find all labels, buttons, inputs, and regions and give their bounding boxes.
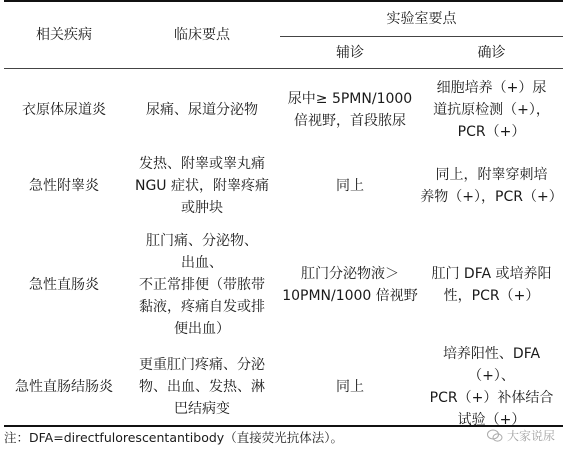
table-footnote: 注：DFA=directfulorescentantibody（直接荧光抗体法）。 — [4, 430, 343, 445]
watermark-text: 大家说尿 — [506, 429, 555, 443]
header-bottom-rule — [4, 68, 563, 69]
wechat-icon — [487, 429, 503, 443]
row1-confirm: 细胞培养（+）尿 道抗原检测（+）， PCR（+） — [433, 80, 550, 140]
row3-auxiliary: 肛门分泌物液＞ 10PMN/1000 倍视野 — [282, 266, 418, 304]
row3-confirm: 肛门 DFA 或培养阳 性，PCR（+） — [431, 266, 552, 304]
row1-auxiliary: 尿中≥ 5PMN/1000 倍视野，首段脓尿 — [287, 91, 413, 129]
header-auxiliary: 辅诊 — [336, 44, 364, 61]
header-disease: 相关疾病 — [36, 27, 92, 43]
header-clinical: 临床要点 — [174, 27, 230, 43]
row2-clinical: 发热、附睾或睾丸痛 NGU 症状，附睾疼痛 或肿块 — [134, 156, 270, 216]
row2-disease: 急性附睾炎 — [29, 178, 99, 194]
row4-disease: 急性直肠结肠炎 — [15, 379, 113, 395]
header-lab-group: 实验室要点 — [386, 11, 457, 27]
row2-auxiliary: 同上 — [336, 178, 364, 194]
row3-disease: 急性直肠炎 — [29, 277, 99, 293]
watermark — [487, 427, 555, 444]
row4-confirm: 培养阳性、DFA（+）、 PCR（+）补体结合 试验（+） — [429, 346, 554, 428]
row3-clinical: 肛门痛、分泌物、 出血、 不正常排便（带脓带 黏液，疼痛自发或排 便出血） — [139, 233, 265, 337]
row1-clinical: 尿痛、尿道分泌物 — [146, 102, 258, 118]
row2-confirm: 同上，附睾穿刺培 养物（+），PCR（+） — [420, 167, 563, 205]
header-confirm: 确诊 — [477, 44, 506, 61]
row1-disease: 衣原体尿道炎 — [22, 102, 106, 118]
data-table — [4, 0, 563, 427]
row4-auxiliary: 同上 — [336, 379, 364, 395]
row4-clinical: 更重肛门疼痛、分泌 物、出血、发热、淋 巴结病变 — [139, 357, 265, 417]
